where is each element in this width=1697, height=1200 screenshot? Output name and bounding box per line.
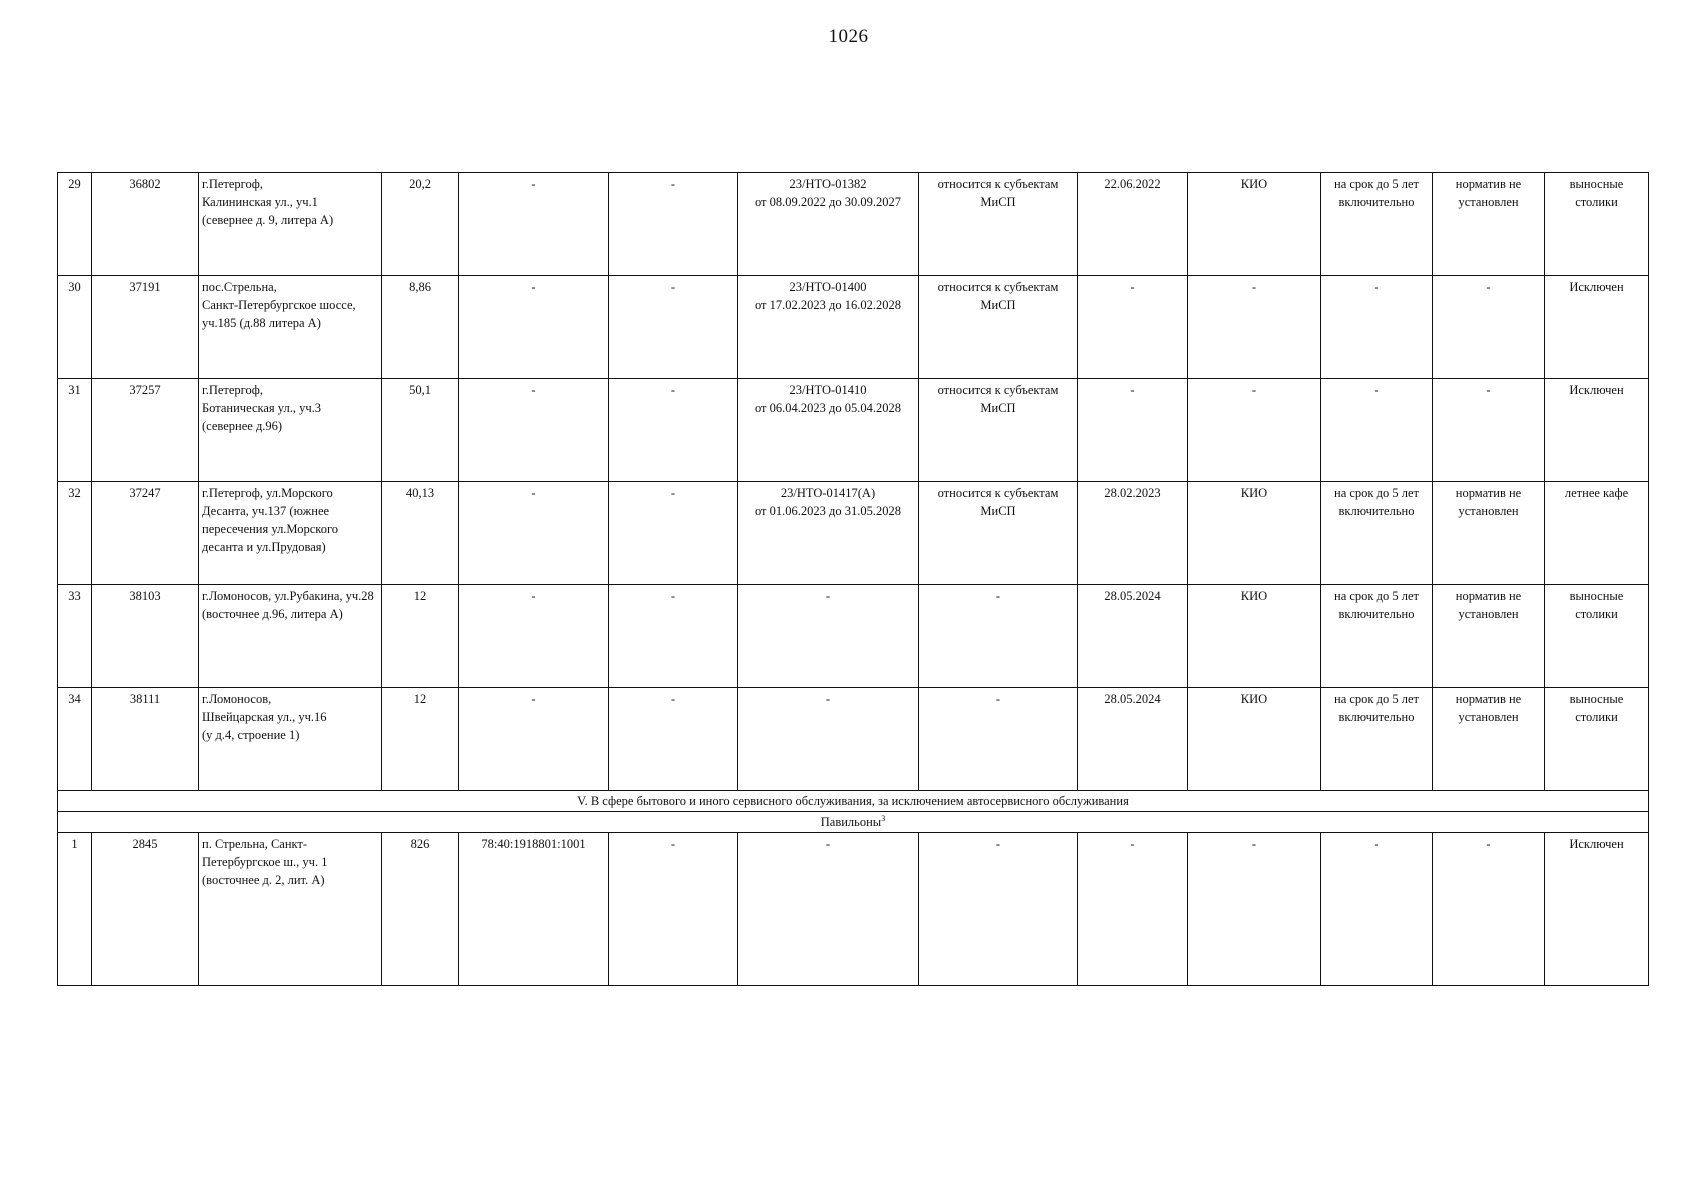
cell-id: 36802	[92, 173, 199, 276]
cell-area: 50,1	[382, 379, 459, 482]
cell-cadastral: -	[459, 482, 609, 585]
cell-smsp: относится к субъектам МиСП	[919, 379, 1078, 482]
cell-number: 30	[58, 276, 92, 379]
cell-cadastral: 78:40:1918801:1001	[459, 833, 609, 986]
registry-table	[57, 172, 1649, 986]
cell-norm: -	[1433, 833, 1545, 986]
cell-address: г.Ломоносов, ул.Рубакина, уч.28 (восточнее д.96, литера А)	[199, 585, 382, 688]
cell-norm: норматив не установлен	[1433, 688, 1545, 791]
subsection-heading-cell	[58, 812, 1649, 833]
cell-organization: -	[1188, 276, 1321, 379]
cell-col6: -	[609, 276, 738, 379]
cell-organization: КИО	[1188, 585, 1321, 688]
table-row	[58, 688, 1649, 791]
table-row	[58, 276, 1649, 379]
cell-date: -	[1078, 276, 1188, 379]
cell-contract: 23/НТО-01417(А) от 01.06.2023 до 31.05.2028	[738, 482, 919, 585]
cell-organization: КИО	[1188, 173, 1321, 276]
table-row	[58, 379, 1649, 482]
cell-term: на срок до 5 лет включительно	[1321, 482, 1433, 585]
cell-id: 2845	[92, 833, 199, 986]
cell-note: Исключен	[1545, 276, 1649, 379]
cell-date: -	[1078, 833, 1188, 986]
cell-contract: 23/НТО-01400 от 17.02.2023 до 16.02.2028	[738, 276, 919, 379]
cell-organization: -	[1188, 379, 1321, 482]
cell-id: 37257	[92, 379, 199, 482]
cell-col6: -	[609, 379, 738, 482]
cell-note: выносные столики	[1545, 585, 1649, 688]
cell-term: на срок до 5 лет включительно	[1321, 173, 1433, 276]
footnote-marker: 3	[881, 813, 886, 823]
cell-cadastral: -	[459, 688, 609, 791]
cell-note: выносные столики	[1545, 173, 1649, 276]
cell-contract: 23/НТО-01410 от 06.04.2023 до 05.04.2028	[738, 379, 919, 482]
cell-note: Исключен	[1545, 833, 1649, 986]
cell-area: 40,13	[382, 482, 459, 585]
cell-cadastral: -	[459, 585, 609, 688]
cell-organization: КИО	[1188, 482, 1321, 585]
cell-smsp: -	[919, 585, 1078, 688]
cell-note: летнее кафе	[1545, 482, 1649, 585]
section-heading: V. В сфере бытового и иного сервисного обслуживания, за исключением автосервисного обслуживания	[58, 791, 1649, 812]
cell-col6: -	[609, 585, 738, 688]
cell-id: 38103	[92, 585, 199, 688]
cell-number: 34	[58, 688, 92, 791]
cell-smsp: относится к субъектам МиСП	[919, 173, 1078, 276]
cell-date: 28.05.2024	[1078, 585, 1188, 688]
cell-contract: -	[738, 585, 919, 688]
cell-number: 31	[58, 379, 92, 482]
cell-area: 20,2	[382, 173, 459, 276]
cell-address: г.Ломоносов, Швейцарская ул., уч.16 (у д.4, строение 1)	[199, 688, 382, 791]
cell-norm: -	[1433, 276, 1545, 379]
cell-id: 37191	[92, 276, 199, 379]
cell-smsp: -	[919, 688, 1078, 791]
cell-address: г.Петергоф, Ботаническая ул., уч.3 (севернее д.96)	[199, 379, 382, 482]
cell-term: -	[1321, 276, 1433, 379]
cell-area: 12	[382, 688, 459, 791]
cell-cadastral: -	[459, 379, 609, 482]
section-heading-row	[58, 791, 1649, 812]
cell-cadastral: -	[459, 173, 609, 276]
cell-smsp: -	[919, 833, 1078, 986]
cell-date: -	[1078, 379, 1188, 482]
table-row	[58, 585, 1649, 688]
table-row	[58, 173, 1649, 276]
cell-area: 8,86	[382, 276, 459, 379]
cell-col6: -	[609, 173, 738, 276]
cell-address: п. Стрельна, Санкт-Петербургское ш., уч. 1 (восточнее д. 2, лит. А)	[199, 833, 382, 986]
subsection-heading-row	[58, 812, 1649, 833]
cell-address: г.Петергоф, ул.Морского Десанта, уч.137 (южнее пересечения ул.Морского десанта и ул.Прудовая)	[199, 482, 382, 585]
cell-date: 28.05.2024	[1078, 688, 1188, 791]
cell-note: выносные столики	[1545, 688, 1649, 791]
cell-id: 37247	[92, 482, 199, 585]
cell-number: 32	[58, 482, 92, 585]
cell-organization: -	[1188, 833, 1321, 986]
cell-number: 29	[58, 173, 92, 276]
cell-col6: -	[609, 833, 738, 986]
cell-term: -	[1321, 379, 1433, 482]
cell-area: 826	[382, 833, 459, 986]
cell-norm: -	[1433, 379, 1545, 482]
cell-smsp: относится к субъектам МиСП	[919, 482, 1078, 585]
cell-term: -	[1321, 833, 1433, 986]
cell-norm: норматив не установлен	[1433, 585, 1545, 688]
cell-organization: КИО	[1188, 688, 1321, 791]
cell-area: 12	[382, 585, 459, 688]
cell-col6: -	[609, 688, 738, 791]
cell-term: на срок до 5 лет включительно	[1321, 585, 1433, 688]
cell-contract: -	[738, 833, 919, 986]
page-number: 1026	[828, 26, 869, 47]
cell-date: 22.06.2022	[1078, 173, 1188, 276]
cell-term: на срок до 5 лет включительно	[1321, 688, 1433, 791]
cell-id: 38111	[92, 688, 199, 791]
cell-contract: -	[738, 688, 919, 791]
cell-number: 33	[58, 585, 92, 688]
subsection-heading: Павильоны	[820, 815, 882, 829]
table-row	[58, 482, 1649, 585]
cell-address: пос.Стрельна, Санкт-Петербургское шоссе, уч.185 (д.88 литера А)	[199, 276, 382, 379]
cell-note: Исключен	[1545, 379, 1649, 482]
cell-smsp: относится к субъектам МиСП	[919, 276, 1078, 379]
cell-cadastral: -	[459, 276, 609, 379]
cell-norm: норматив не установлен	[1433, 173, 1545, 276]
cell-number: 1	[58, 833, 92, 986]
cell-norm: норматив не установлен	[1433, 482, 1545, 585]
cell-col6: -	[609, 482, 738, 585]
cell-contract: 23/НТО-01382 от 08.09.2022 до 30.09.2027	[738, 173, 919, 276]
cell-date: 28.02.2023	[1078, 482, 1188, 585]
cell-address: г.Петергоф, Калининская ул., уч.1 (севернее д. 9, литера А)	[199, 173, 382, 276]
table-row	[58, 833, 1649, 986]
